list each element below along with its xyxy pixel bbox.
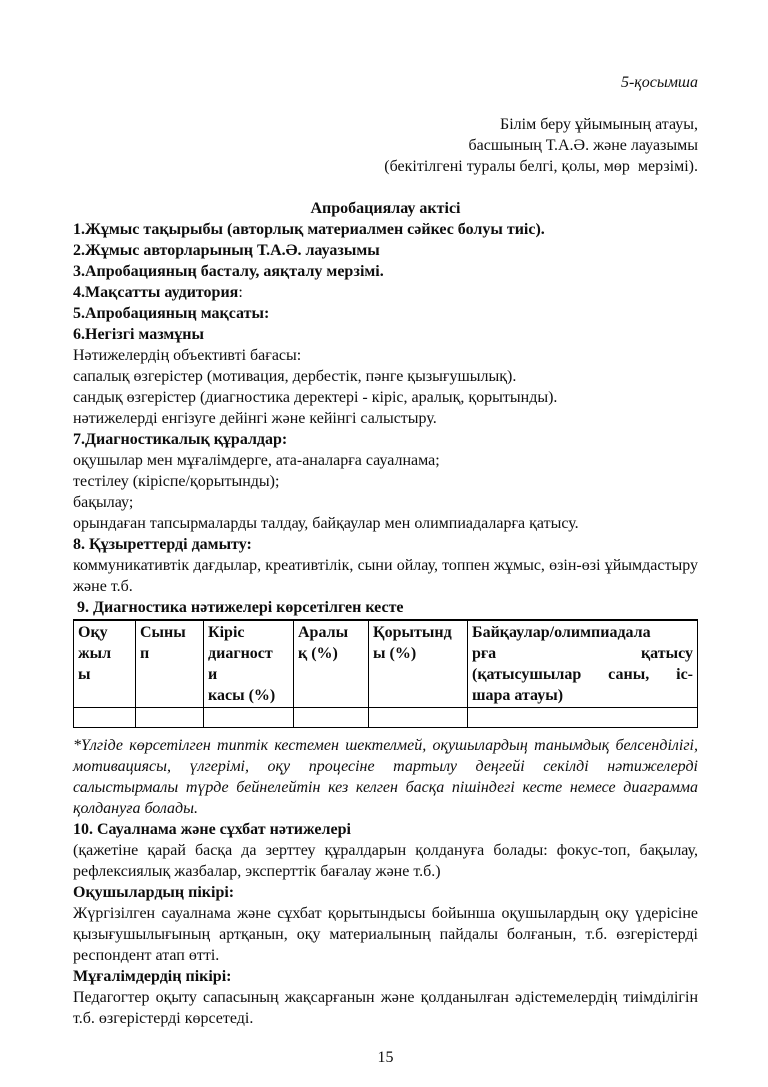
diagnostics-table — [73, 619, 698, 728]
table-header-row — [74, 620, 698, 708]
teachers-opinion-body: Педагогтер оқыту сапасының жақсарғанын және қолданылған әдістемелердің тиімділігін т.б. өзгерістерді көрсетеді. — [73, 989, 698, 1027]
numbered-item-4-text: 4.Мақсатты аудитория — [73, 284, 239, 301]
pupils-opinion-body: Жүргізілген сауалнама және сұхбат қорытындысы бойынша оқушылардың оқу үдерісіне қызығушылығының артқанын, оқу материалының пайдалы болғанын, т.б. өзгерістерді респондент атап өтті. — [73, 905, 698, 964]
section10-body: (қажетіне қарай басқа да зерттеу құралдарын қолдануға болады: фокус-топ, бақылау, рефлексиялық жазбалар, эксперттік бағалау және т.б.) — [73, 842, 698, 880]
section7-lines: оқушылар мен мұғалімдерге, ата-аналарға сауалнама; тестілеу (кіріспе/қорытынды); бақылау; орындаған тапсырмаларды талдау, байқаулар мен олимпиадаларға қатысу. — [73, 452, 579, 532]
empty-cell-entry-diagnostics — [204, 708, 294, 728]
table-header-intermediate: Аралы қ (%) — [294, 620, 369, 708]
empty-cell-participation — [468, 708, 698, 728]
empty-cell-class — [136, 708, 204, 728]
pupils-opinion-heading: Оқушылардың пікірі: — [73, 884, 235, 901]
empty-cell-intermediate — [294, 708, 369, 728]
table-header-class: Сыны п — [136, 620, 204, 708]
section8-heading: 8. Құзыреттерді дамыту: — [73, 536, 252, 553]
numbered-item-4 — [73, 282, 698, 303]
empty-cell-school-year — [74, 708, 136, 728]
spacer — [73, 177, 698, 198]
section10-heading: 10. Сауалнама және сұхбат нәтижелері — [73, 821, 351, 838]
page-number: 15 — [377, 1049, 394, 1066]
section6-lines: Нәтижелердің объективті бағасы: сапалық өзгерістер (мотивация, дербестік, пәнге қызығушылық). сандық өзгерістер (диагностика деректері - кіріс, аралық, қорытынды). нәтижелерді енгізуге дейінгі және кейінгі салыстыру. — [73, 347, 558, 427]
doc-title: Апробациялау актісі — [310, 200, 461, 217]
table-header-final: Қорытынд ы (%) — [369, 620, 468, 708]
org-header-block: Білім беру ұйымының атауы, басшының Т.А.Ә. және лауазымы (бекітілгені туралы белгі, қолы, мөр мерзімі). — [384, 116, 698, 175]
section8-body: коммуникативтік дағдылар, креативтілік, сыни ойлау, топпен жұмыс, өзін-өзі ұйымдастыру және т.б. — [73, 557, 698, 595]
numbered-item-2: 2.Жұмыс авторларының Т.А.Ә. лауазымы — [73, 242, 380, 259]
section9-heading: 9. Диагностика нәтижелері көрсетілген кесте — [73, 599, 404, 616]
numbered-item-1: 1.Жұмыс тақырыбы (авторлық материалмен сәйкес болуы тиіс). — [73, 221, 545, 238]
section7-heading: 7.Диагностикалық құралдар: — [73, 431, 288, 448]
teachers-opinion-heading: Мұғалімдердің пікірі: — [73, 968, 232, 985]
table-header-entry-diagnostics: Кіріс диагност и касы (%) — [204, 620, 294, 708]
appendix-label: 5-қосымша — [620, 74, 698, 91]
numbered-item-5: 5.Апробацияның мақсаты: — [73, 305, 270, 322]
empty-cell-final — [369, 708, 468, 728]
table-header-participation: Байқаулар/олимпиадала рға қатысу (қатысушылар саны, іс- шара атауы) — [468, 620, 698, 708]
spacer — [73, 93, 698, 114]
numbered-item-4-colon: : — [238, 284, 243, 301]
table-footnote: *Үлгіде көрсетілген типтік кестемен шектелмей, оқушылардың танымдық белсенділігі, мотивациясы, үлгерімі, оқу процесіне тартылу деңгейі секілді нәтижелерді салыстырмалы түрде бейнелейтін кез келген басқа пішіндегі кесте немесе диаграмма қолдануға болады. — [73, 737, 698, 817]
table-empty-row — [74, 708, 698, 728]
numbered-item-6: 6.Негізгі мазмұны — [73, 326, 204, 343]
numbered-item-3: 3.Апробацияның басталу, аяқталу мерзімі. — [73, 263, 384, 280]
table-header-school-year: Оқу жыл ы — [74, 620, 136, 708]
